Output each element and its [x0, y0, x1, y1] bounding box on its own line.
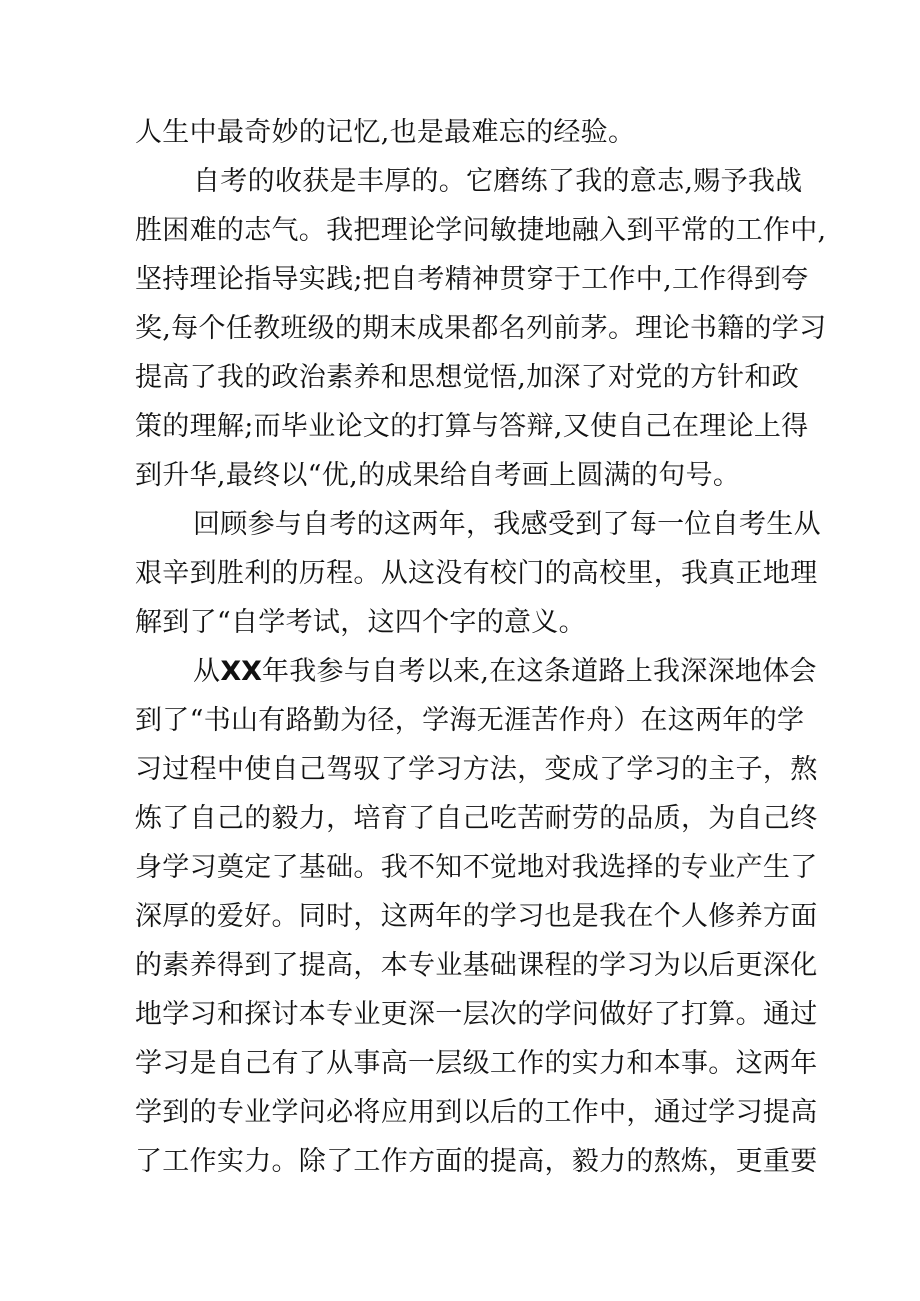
text-line: 到升华,最终以“优,的成果给自考画上圆满的句号。 — [135, 460, 741, 491]
text-line: 学到的专业学问必将应用到以后的工作中，通过学习提高 — [135, 1097, 818, 1128]
text-line: 了工作实力。除了工作方面的提高，毅力的熬炼，更重要 — [135, 1146, 818, 1177]
text-line: 习过程中使自己驾驭了学习方法，变成了学习的主子，熬 — [135, 754, 818, 785]
text-line: 身学习奠定了基础。我不知不觉地对我选择的专业产生了 — [135, 852, 818, 883]
para4-prefix: 从 — [193, 656, 221, 687]
document-body — [135, 108, 827, 1186]
text-line: 提高了我的政治素养和思想觉悟,加深了对党的方针和政 — [135, 362, 800, 393]
text-line: 胜困难的志气。我把理论学问敏捷地融入到平常的工作中, — [135, 215, 827, 246]
text-line: 深厚的爱好。同时，这两年的学习也是我在个人修养方面 — [135, 901, 818, 932]
text-line: 奖,每个任教班级的期末成果都名列前茅。理论书籍的学习 — [135, 313, 827, 344]
text-line: 坚持理论指导实践;把自考精神贯穿于工作中,工作得到夸 — [135, 264, 809, 295]
text-line: 炼了自己的毅力，培育了自己吃苦耐劳的品质，为自己终 — [135, 803, 818, 834]
text-line: 解到了“自学考试，这四个字的意义。 — [135, 607, 586, 638]
para4-bold-year: XX — [220, 656, 262, 687]
text-line: 地学习和探讨本专业更深一层次的学问做好了打算。通过 — [135, 999, 818, 1030]
paragraph-start-line — [135, 647, 817, 696]
paragraph-start-line: 自考的收获是丰厚的。它磨练了我的意志,赐予我战 — [193, 166, 803, 197]
para4-rest: 年我参与自考以来,在这条道路上我深深地体会 — [261, 656, 817, 687]
text-line: 人生中最奇妙的记忆,也是最难忘的经验。 — [135, 117, 636, 148]
text-line: 的素养得到了提高，本专业基础课程的学习为以后更深化 — [135, 950, 818, 981]
text-line: 到了“书山有路勤为径，学海无涯苦作舟）在这两年的学 — [135, 705, 805, 736]
paragraph-start-line: 回顾参与自考的这两年，我感受到了每一位自考生从 — [193, 509, 821, 540]
text-line: 学习是自己有了从事高一层级工作的实力和本事。这两年 — [135, 1048, 818, 1079]
text-line: 策的理解;而毕业论文的打算与答辩,又使自己在理论上得 — [135, 411, 809, 442]
text-line: 艰辛到胜利的历程。从这没有校门的高校里，我真正地理 — [135, 558, 818, 589]
